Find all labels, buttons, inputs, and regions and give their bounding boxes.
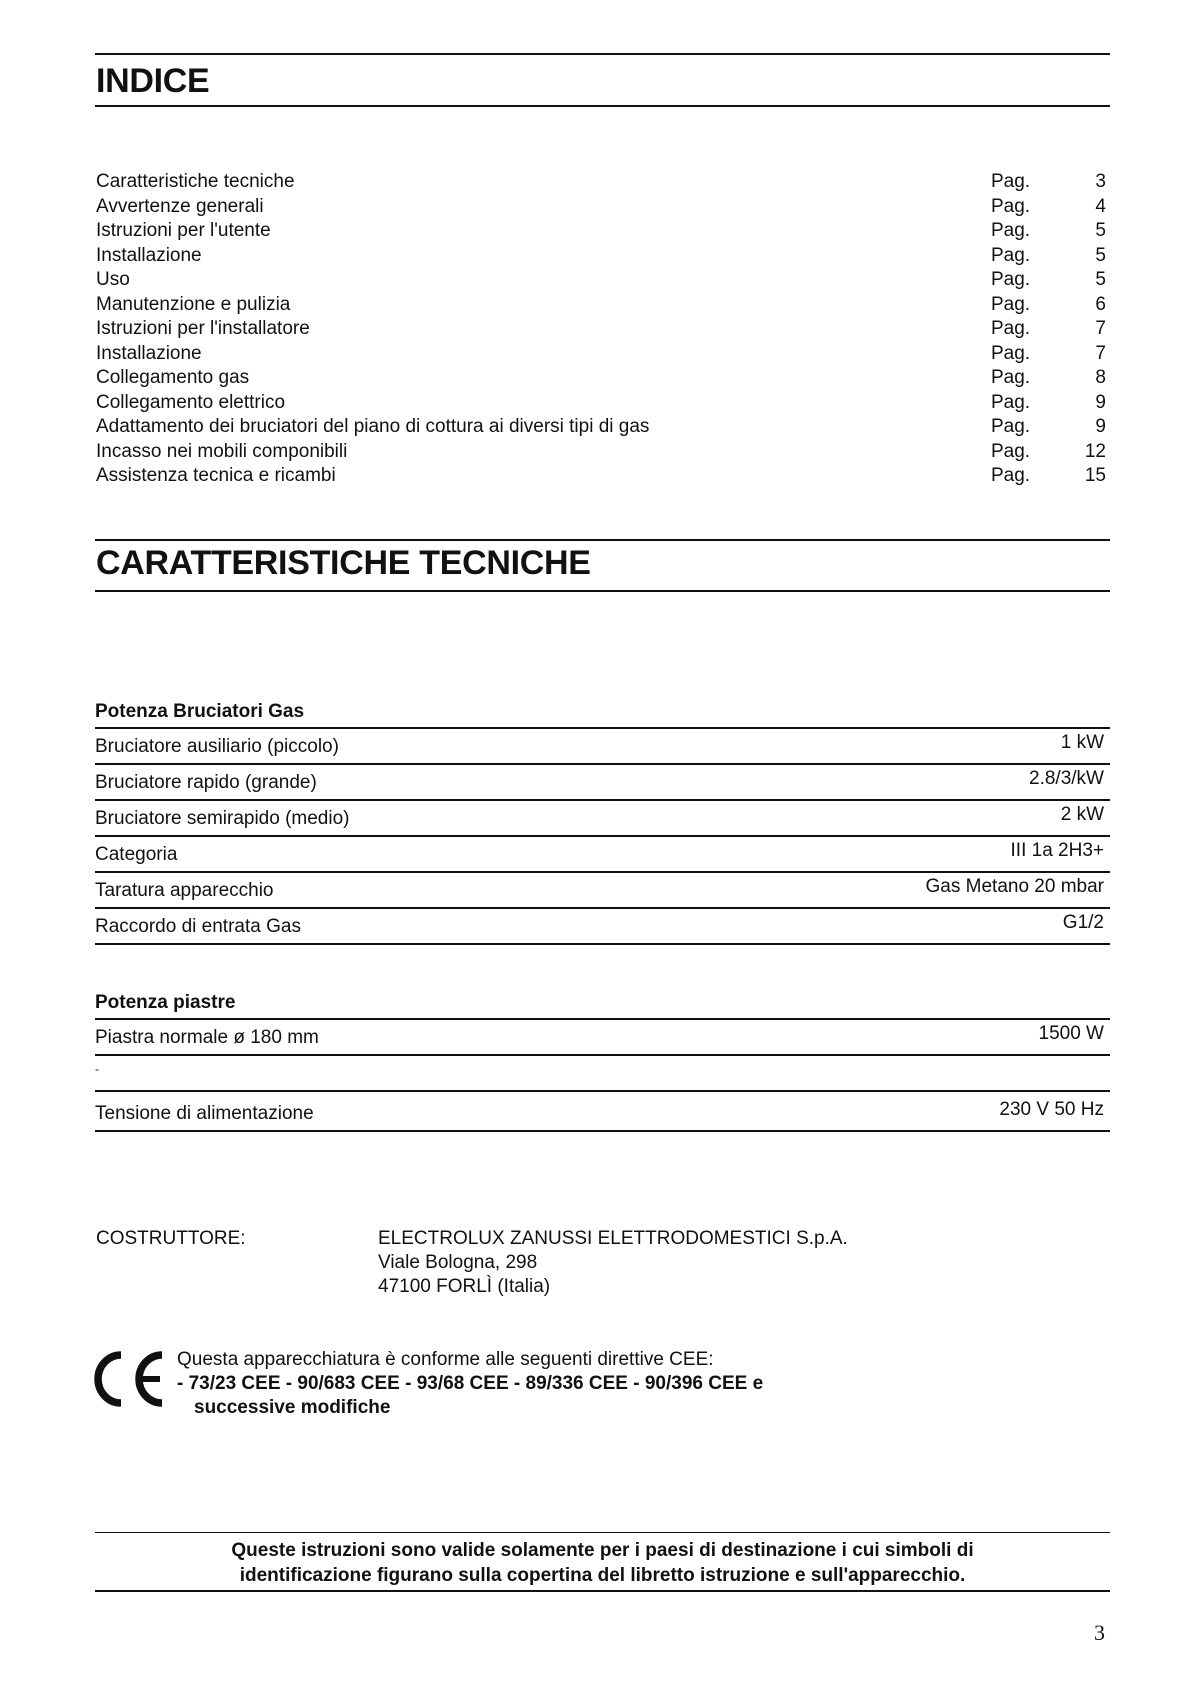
- spec-row: Categoria III 1a 2H3+: [95, 837, 1110, 873]
- validity-note-line: Queste istruzioni sono valide solamente per i paesi di destinazione i cui simboli di: [231, 1540, 974, 1561]
- index-bottom-rule: [95, 105, 1110, 107]
- toc-entry: Assistenza tecnica e ricambi Pag. 15: [96, 465, 1106, 486]
- validity-note: [95, 1539, 1110, 1588]
- toc-entry: Collegamento gas Pag. 8: [96, 367, 1106, 388]
- spec-row: Piastra normale ø 180 mm 1500 W: [95, 1020, 1110, 1056]
- toc-entry: Caratteristiche tecniche Pag. 3: [96, 171, 1106, 192]
- ce-declaration: [177, 1348, 763, 1420]
- toc-entry: Installazione Pag. 7: [96, 342, 1106, 364]
- plates-table: [95, 988, 1110, 1132]
- toc-entry: Installazione Pag. 5: [96, 244, 1106, 266]
- spec-row: Bruciatore semirapido (medio) 2 kW: [95, 801, 1110, 837]
- manufacturer-city: 47100 FORLÌ (Italia): [378, 1276, 551, 1297]
- page-number: 3: [1094, 1620, 1105, 1645]
- spec-row-blank: -: [95, 1056, 1110, 1092]
- validity-note-line: identificazione figurano sulla copertina del libretto istruzione e sull'apparecchio.: [239, 1564, 966, 1586]
- table-of-contents: [96, 170, 1106, 489]
- spec-row: Tensione di alimentazione 230 V 50 Hz: [95, 1092, 1110, 1132]
- manufacturer-label: COSTRUTTORE:: [96, 1228, 246, 1249]
- note-bottom-rule: [95, 1590, 1110, 1592]
- spec-row: Raccordo di entrata Gas G1/2: [95, 909, 1110, 945]
- ce-intro: Questa apparecchiatura è conforme alle seguenti direttive CEE:: [177, 1349, 714, 1370]
- ce-directives: - 73/23 CEE - 90/683 CEE - 93/68 CEE - 89/336 CEE - 90/396 CEE e: [177, 1373, 764, 1394]
- gas-burners-heading: Potenza Bruciatori Gas: [95, 697, 1110, 729]
- ce-mark-icon: [94, 1350, 168, 1408]
- spec-row: Bruciatore rapido (grande) 2.8/3/kW: [95, 765, 1110, 801]
- index-top-rule: [95, 53, 1110, 55]
- specs-title: CARATTERISTICHE TECNICHE: [96, 544, 591, 582]
- toc-entry: Istruzioni per l'installatore Pag. 7: [96, 318, 1106, 339]
- toc-entry: Collegamento elettrico Pag. 9: [96, 391, 1106, 413]
- toc-entry: Incasso nei mobili componibili Pag. 12: [96, 440, 1106, 462]
- specs-bottom-rule: [95, 590, 1110, 592]
- toc-entry: Istruzioni per l'utente Pag. 5: [96, 220, 1106, 241]
- spec-row: Bruciatore ausiliario (piccolo) 1 kW: [95, 729, 1110, 765]
- toc-entry: Uso Pag. 5: [96, 269, 1106, 290]
- toc-entry: Avvertenze generali Pag. 4: [96, 195, 1106, 217]
- ce-directives-cont: successive modifiche: [194, 1397, 391, 1418]
- manufacturer-address: [378, 1227, 848, 1299]
- plates-heading: Potenza piastre: [95, 988, 1110, 1020]
- specs-top-rule: [95, 539, 1110, 541]
- gas-burners-table: [95, 697, 1110, 945]
- spec-row: Taratura apparecchio Gas Metano 20 mbar: [95, 873, 1110, 909]
- manufacturer-name: ELECTROLUX ZANUSSI ELETTRODOMESTICI S.p.A.: [378, 1228, 848, 1249]
- manufacturer-street: Viale Bologna, 298: [378, 1252, 538, 1273]
- toc-entry: Manutenzione e pulizia Pag. 6: [96, 293, 1106, 315]
- index-title: INDICE: [96, 62, 210, 100]
- note-top-rule: [95, 1532, 1110, 1533]
- toc-entry: Adattamento dei bruciatori del piano di cottura ai diversi tipi di gas Pag. 9: [96, 416, 1106, 437]
